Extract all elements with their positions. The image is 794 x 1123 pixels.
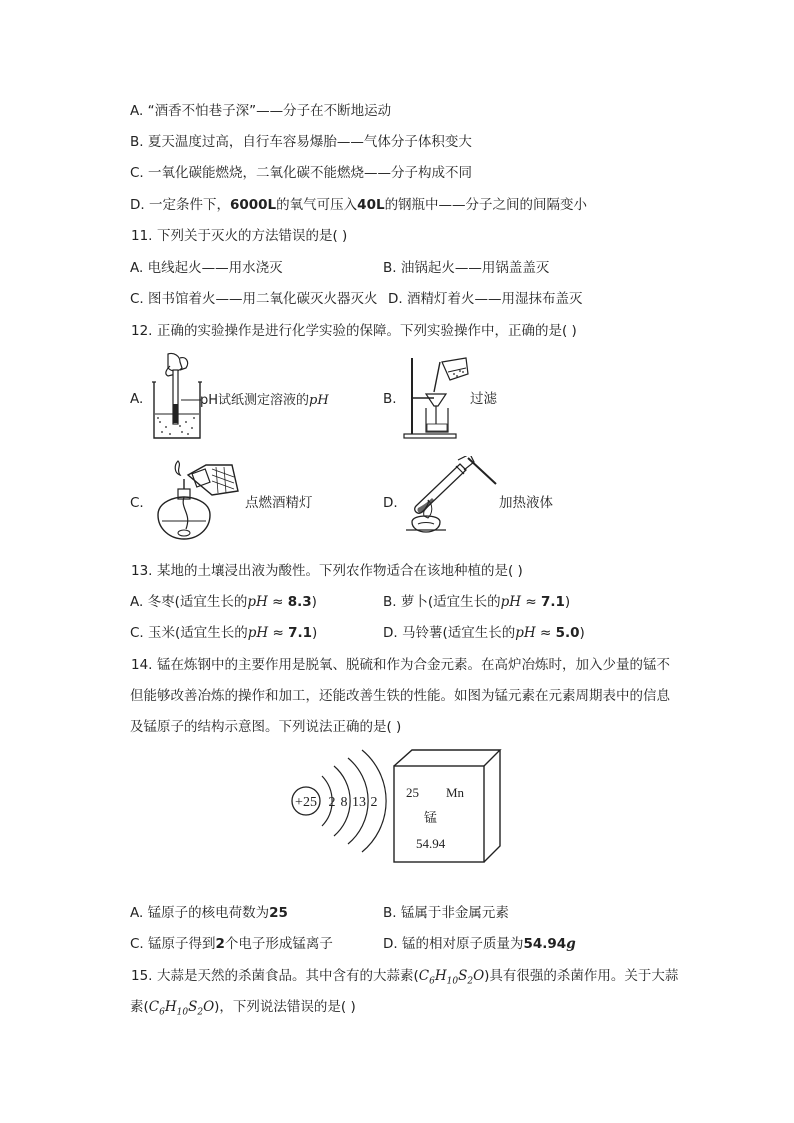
question-13-stem bbox=[131, 561, 523, 581]
electron-count-shell-4: 2 bbox=[370, 795, 378, 810]
q12-option-c-label[interactable] bbox=[130, 493, 144, 513]
q11-option-a[interactable] bbox=[130, 258, 283, 278]
caption-text: 过滤 bbox=[470, 391, 497, 407]
approx-sign: ≈ bbox=[525, 594, 537, 610]
ph-symbol: pH bbox=[247, 625, 269, 641]
option-letter: A. bbox=[130, 391, 144, 407]
question-11-stem bbox=[131, 226, 347, 246]
ph-symbol: pH bbox=[309, 393, 329, 408]
q13-option-d[interactable] bbox=[383, 623, 585, 643]
prev-option-c[interactable] bbox=[130, 163, 472, 183]
alcohol-lamp-figure bbox=[148, 455, 244, 545]
caption-text: 测定溶液的 bbox=[244, 393, 310, 408]
question-number: 13. bbox=[131, 563, 153, 579]
allicin-formula: $C_6H_{10}S_2O$ bbox=[418, 968, 485, 987]
paren: ) bbox=[564, 594, 571, 610]
ph-test-beaker-figure bbox=[150, 352, 205, 442]
question-14-line-1 bbox=[131, 655, 670, 675]
approx-sign: ≈ bbox=[272, 594, 284, 610]
manganese-atom-structure-diagram bbox=[288, 742, 388, 864]
prev-option-d[interactable] bbox=[130, 195, 587, 215]
option-text: C. 图书馆着火——用二氧化碳灭火器灭火 bbox=[130, 291, 378, 307]
option-text: A. 冬枣(适宜生长的 bbox=[130, 594, 248, 610]
q14-option-d[interactable] bbox=[383, 934, 576, 954]
question-text: )具有很强的杀菌作用。关于大蒜 bbox=[484, 968, 679, 984]
ph-value: 7.1 bbox=[288, 625, 313, 641]
approx-sign: ≈ bbox=[539, 625, 552, 641]
q14-option-b[interactable] bbox=[383, 903, 509, 923]
question-14-line-2 bbox=[130, 686, 670, 706]
unit: g bbox=[566, 936, 576, 952]
question-number: 14. bbox=[131, 657, 153, 673]
q11-option-b[interactable] bbox=[383, 258, 549, 278]
option-text: D. 一定条件下， bbox=[130, 197, 230, 213]
option-letter: D. bbox=[383, 495, 398, 511]
ph-value: 8.3 bbox=[287, 594, 312, 610]
option-text: D. 锰的相对原子质量为 bbox=[383, 936, 524, 952]
q12-option-b-caption bbox=[470, 389, 497, 409]
option-text: 个电子形成锰离子 bbox=[224, 936, 333, 952]
question-number: 12. bbox=[131, 323, 153, 339]
question-text: 素( bbox=[130, 999, 149, 1015]
q14-option-a[interactable] bbox=[130, 903, 288, 923]
ph-paper-label: pH试纸 bbox=[200, 393, 245, 408]
q13-option-b[interactable] bbox=[383, 592, 570, 612]
question-text: 大蒜是天然的杀菌食品。其中含有的大蒜素( bbox=[157, 968, 419, 984]
question-14-line-3 bbox=[130, 717, 401, 737]
volume-value: 40L bbox=[357, 197, 385, 213]
q14-option-c[interactable] bbox=[130, 934, 333, 954]
option-text: C. 锰原子得到 bbox=[130, 936, 216, 952]
option-letter: B. bbox=[383, 391, 397, 407]
caption-text: 点燃酒精灯 bbox=[245, 495, 313, 511]
question-text: 但能够改善冶炼的操作和加工，还能改善生铁的性能。如图为锰元素在元素周期表中的信息 bbox=[130, 688, 670, 704]
question-15-line-1 bbox=[131, 966, 678, 992]
option-text: B. 萝卜(适宜生长的 bbox=[383, 594, 501, 610]
ph-symbol: pH bbox=[515, 625, 536, 641]
question-number: 15. bbox=[131, 968, 153, 984]
option-text: A. 锰原子的核电荷数为 bbox=[130, 905, 270, 921]
option-text: B. 油锅起火——用锅盖盖灭 bbox=[383, 260, 550, 276]
electron-count-shell-2: 8 bbox=[340, 795, 348, 810]
value: 2 bbox=[215, 936, 225, 952]
paren: ) bbox=[579, 625, 585, 641]
filtration-apparatus-figure bbox=[400, 354, 472, 440]
paren: ) bbox=[311, 594, 317, 610]
q12-option-a-caption bbox=[200, 391, 329, 411]
question-text: 及锰原子的结构示意图。下列说法正确的是( ) bbox=[130, 719, 402, 735]
question-number: 11. bbox=[131, 228, 153, 244]
question-12-stem bbox=[131, 321, 577, 341]
caption-text: 加热液体 bbox=[499, 495, 553, 511]
periodic-table-cell bbox=[392, 748, 504, 866]
option-text: C. 玉米(适宜生长的 bbox=[130, 625, 248, 641]
question-text: 锰在炼钢中的主要作用是脱氧、脱硫和作为合金元素。在高炉冶炼时，加入少量的锰不 bbox=[157, 657, 670, 673]
option-text: C. 一氧化碳能燃烧，二氧化碳不能燃烧——分子构成不同 bbox=[130, 165, 473, 181]
option-text: B. 锰属于非金属元素 bbox=[383, 905, 509, 921]
question-text: 正确的实验操作是进行化学实验的保障。下列实验操作中，正确的是( ) bbox=[157, 323, 577, 339]
electron-count-shell-3: 13 bbox=[352, 795, 366, 810]
question-text: )，下列说法错误的是( ) bbox=[214, 999, 356, 1015]
q12-option-b-label[interactable] bbox=[383, 389, 397, 409]
option-text: D. 马铃薯(适宜生长的 bbox=[383, 625, 516, 641]
option-text: B. 夏天温度过高，自行车容易爆胎——气体分子体积变大 bbox=[130, 134, 472, 150]
option-letter: C. bbox=[130, 495, 144, 511]
question-text: 某地的土壤浸出液为酸性。下列农作物适合在该地种植的是( ) bbox=[157, 563, 523, 579]
element-symbol: Mn bbox=[446, 785, 465, 800]
option-text: A. “酒香不怕巷子深”——分子在不断地运动 bbox=[130, 103, 392, 119]
nucleus-charge: +25 bbox=[295, 795, 317, 810]
prev-option-a[interactable] bbox=[130, 101, 391, 121]
value: 25 bbox=[269, 905, 288, 921]
value: 54.94 bbox=[523, 936, 567, 952]
question-text: 下列关于灭火的方法错误的是( ) bbox=[157, 228, 348, 244]
q12-option-a-label[interactable] bbox=[130, 389, 143, 409]
q13-option-c[interactable] bbox=[130, 623, 317, 643]
q11-option-d[interactable] bbox=[388, 289, 582, 309]
approx-sign: ≈ bbox=[272, 625, 284, 641]
electron-count-shell-1: 2 bbox=[328, 795, 336, 810]
heating-test-tube-figure bbox=[398, 456, 498, 536]
atomic-number: 25 bbox=[406, 785, 419, 800]
option-text: D. 酒精灯着火——用湿抹布盖灭 bbox=[388, 291, 583, 307]
volume-value: 6000L bbox=[229, 197, 277, 213]
ph-paper-pointer-line bbox=[181, 398, 201, 402]
q13-option-a[interactable] bbox=[130, 592, 317, 612]
q12-option-d-label[interactable] bbox=[383, 493, 398, 513]
q12-option-d-caption bbox=[499, 493, 553, 513]
paren: ) bbox=[312, 625, 318, 641]
question-15-line-2 bbox=[130, 997, 356, 1023]
option-text: 的钢瓶中——分子之间的间隔变小 bbox=[384, 197, 588, 213]
allicin-formula: $C_6H_{10}S_2O$ bbox=[148, 999, 215, 1018]
q12-option-c-caption bbox=[245, 493, 313, 513]
option-text: A. 电线起火——用水浇灭 bbox=[130, 260, 283, 276]
option-text: 的氧气可压入 bbox=[276, 197, 358, 213]
q11-option-c[interactable] bbox=[130, 289, 378, 309]
ph-value: 7.1 bbox=[540, 594, 565, 610]
prev-option-b[interactable] bbox=[130, 132, 472, 152]
element-name: 锰 bbox=[424, 811, 438, 826]
ph-symbol: pH bbox=[247, 594, 268, 610]
atomic-mass: 54.94 bbox=[416, 836, 446, 851]
ph-value: 5.0 bbox=[555, 625, 580, 641]
ph-symbol: pH bbox=[500, 594, 522, 610]
